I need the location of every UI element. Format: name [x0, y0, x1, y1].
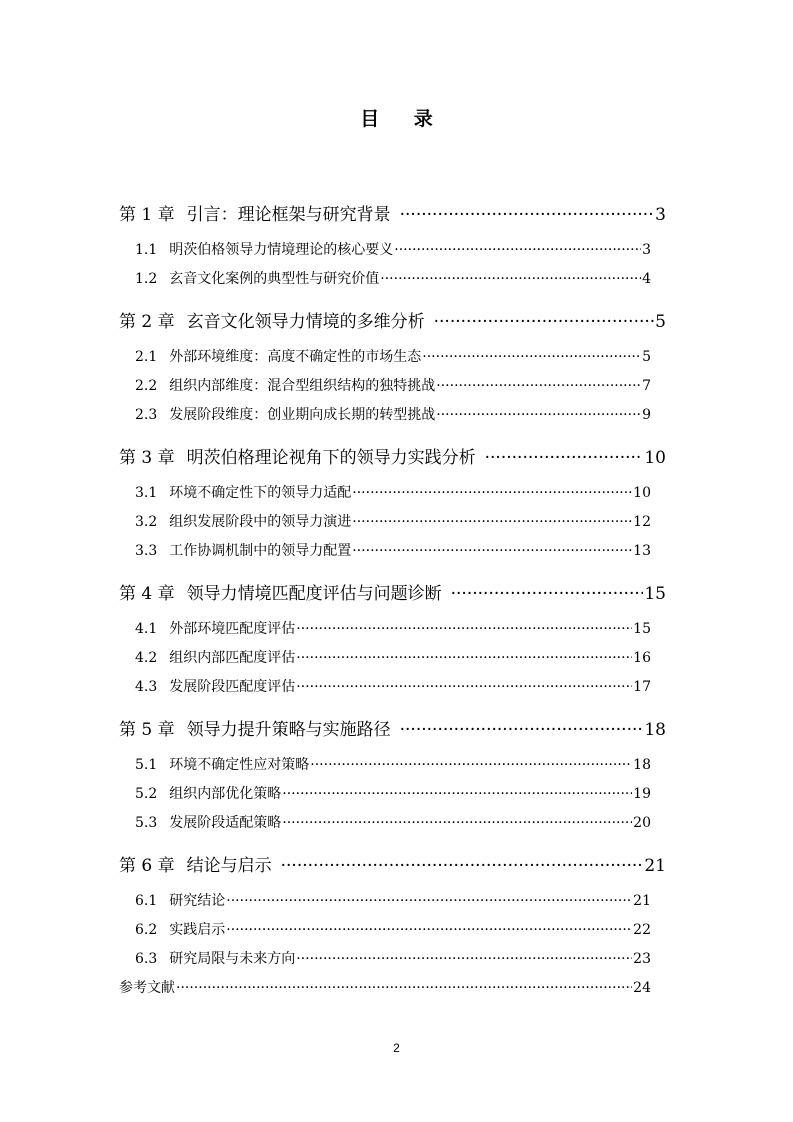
toc-entry-number: 第 2 章 — [119, 312, 175, 332]
toc-entry-number: 第 6 章 — [119, 856, 175, 876]
toc-entry-title: 环境不确定性应对策略 — [169, 757, 310, 773]
dot-leader — [400, 720, 644, 740]
toc-entry-page: 18 — [633, 757, 651, 773]
dot-leader — [296, 679, 632, 695]
toc-entry-title: 组织内部匹配度评估 — [169, 650, 296, 666]
toc-entry-page: 22 — [633, 922, 651, 938]
toc-entry-number: 第 3 章 — [119, 448, 175, 468]
toc-entry-page: 4 — [642, 271, 651, 287]
toc-entry-title: 明茨伯格理论视角下的领导力实践分析 — [186, 448, 476, 468]
dot-leader — [436, 378, 641, 394]
toc-entry-number: 2.1 — [135, 349, 158, 365]
dot-leader — [296, 650, 632, 666]
dot-leader — [380, 271, 641, 287]
toc-section-4-3[interactable] — [0, 676, 793, 700]
toc-entry-page: 5 — [655, 312, 666, 332]
toc-entry-title: 结论与启示 — [186, 856, 272, 876]
dot-leader — [434, 312, 655, 332]
toc-entry-page: 15 — [633, 621, 651, 637]
toc-entry-title: 外部环境匹配度评估 — [169, 621, 296, 637]
toc-entry-title: 研究结论 — [169, 893, 226, 909]
toc-entry-page: 16 — [633, 650, 651, 666]
toc-section-5-2[interactable] — [0, 783, 793, 807]
toc-entry-number: 5.3 — [135, 815, 158, 831]
dot-leader — [310, 757, 632, 773]
toc-entry-title: 工作协调机制中的领导力配置 — [169, 543, 352, 559]
toc-section-1-2[interactable] — [0, 268, 793, 292]
toc-entry-number: 1.2 — [135, 271, 158, 287]
toc-entry-number: 5.1 — [135, 757, 158, 773]
dot-leader — [352, 543, 632, 559]
toc-entry-title: 组织发展阶段中的领导力演进 — [169, 514, 352, 530]
toc-entry-page: 20 — [633, 815, 651, 831]
toc-entry-number: 第 4 章 — [119, 584, 175, 604]
toc-section-3-3[interactable] — [0, 540, 793, 564]
toc-chapter-5[interactable] — [0, 715, 793, 739]
toc-entry-number: 4.2 — [135, 650, 158, 666]
toc-entry-title: 发展阶段匹配度评估 — [169, 679, 296, 695]
toc-entry-page: 21 — [644, 856, 666, 876]
toc-chapter-1[interactable] — [0, 200, 793, 224]
toc-entry-page: 17 — [633, 679, 651, 695]
toc-entry-number: 4.3 — [135, 679, 158, 695]
toc-entry-title: 外部环境维度：高度不确定性的市场生态 — [169, 349, 422, 365]
toc-entry-title: 领导力提升策略与实施路径 — [186, 720, 391, 740]
toc-section-2-1[interactable] — [0, 346, 793, 370]
toc-entry-title: 玄音文化领导力情境的多维分析 — [186, 312, 425, 332]
dot-leader — [226, 922, 632, 938]
toc-section-2-2[interactable] — [0, 375, 793, 399]
toc-entry-number: 第 5 章 — [119, 720, 175, 740]
toc-entry-title: 组织内部优化策略 — [169, 786, 282, 802]
toc-entry-number: 3.1 — [135, 485, 158, 501]
dot-leader — [281, 856, 644, 876]
toc-entry-page: 3 — [655, 205, 666, 225]
toc-entry-page: 7 — [642, 378, 651, 394]
dot-leader — [400, 205, 655, 225]
toc-section-6-2[interactable] — [0, 919, 793, 943]
toc-entry-page: 15 — [644, 584, 666, 604]
toc-section-3-1[interactable] — [0, 482, 793, 506]
dot-leader — [296, 951, 632, 967]
toc-entry-number: 第 1 章 — [119, 205, 175, 225]
dot-leader — [226, 893, 632, 909]
dot-leader — [352, 514, 632, 530]
page-number: 2 — [393, 1041, 400, 1055]
toc-entry-page: 10 — [644, 448, 666, 468]
toc-title: 目 录 — [360, 108, 447, 130]
toc-entry-title: 发展阶段适配策略 — [169, 815, 282, 831]
toc-entry-number: 2.2 — [135, 378, 158, 394]
toc-entry-page: 18 — [644, 720, 666, 740]
toc-entry-number: 6.2 — [135, 922, 158, 938]
toc-entry-page: 13 — [633, 543, 651, 559]
toc-entry-number: 3.2 — [135, 514, 158, 530]
toc-references[interactable] — [0, 977, 793, 1001]
toc-entry-title: 环境不确定性下的领导力适配 — [169, 485, 352, 501]
dot-leader — [422, 349, 641, 365]
toc-entry-page: 10 — [633, 485, 651, 501]
dot-leader — [282, 786, 632, 802]
toc-entry-page: 5 — [642, 349, 651, 365]
toc-chapter-3[interactable] — [0, 443, 793, 467]
dot-leader — [451, 584, 644, 604]
toc-section-4-2[interactable] — [0, 647, 793, 671]
toc-section-3-2[interactable] — [0, 511, 793, 535]
toc-entry-number: 3.3 — [135, 543, 158, 559]
toc-entry-title: 参考文献 — [119, 980, 175, 996]
toc-chapter-2[interactable] — [0, 307, 793, 331]
dot-leader — [485, 448, 644, 468]
dot-leader — [436, 407, 641, 423]
toc-entry-number: 5.2 — [135, 786, 158, 802]
toc-entry-title: 发展阶段维度：创业期向成长期的转型挑战 — [169, 407, 436, 423]
toc-entry-page: 3 — [642, 242, 651, 258]
dot-leader — [394, 242, 641, 258]
toc-entry-title: 领导力情境匹配度评估与问题诊断 — [186, 584, 442, 604]
toc-entry-page: 12 — [633, 514, 651, 530]
toc-section-6-1[interactable] — [0, 890, 793, 914]
toc-entry-title: 实践启示 — [169, 922, 226, 938]
toc-section-4-1[interactable] — [0, 618, 793, 642]
toc-chapter-4[interactable] — [0, 579, 793, 603]
toc-entry-title: 明茨伯格领导力情境理论的核心要义 — [169, 242, 394, 258]
toc-section-2-3[interactable] — [0, 404, 793, 428]
toc-entry-number: 1.1 — [135, 242, 158, 258]
toc-chapter-6[interactable] — [0, 851, 793, 875]
toc-entry-title: 组织内部维度：混合型组织结构的独特挑战 — [169, 378, 436, 394]
dot-leader — [296, 621, 632, 637]
dot-leader — [352, 485, 632, 501]
toc-entry-number: 6.3 — [135, 951, 158, 967]
toc-entry-title: 引言：理论框架与研究背景 — [186, 205, 391, 225]
toc-section-1-1[interactable] — [0, 239, 793, 263]
toc-entry-page: 23 — [633, 951, 651, 967]
dot-leader — [176, 980, 632, 996]
dot-leader — [282, 815, 632, 831]
toc-entry-title: 玄音文化案例的典型性与研究价值 — [169, 271, 380, 287]
toc-entry-page: 19 — [633, 786, 651, 802]
toc-entry-number: 6.1 — [135, 893, 158, 909]
toc-entry-page: 9 — [642, 407, 651, 423]
toc-entry-title: 研究局限与未来方向 — [169, 951, 296, 967]
toc-section-6-3[interactable] — [0, 948, 793, 972]
toc-section-5-1[interactable] — [0, 754, 793, 778]
toc-section-5-3[interactable] — [0, 812, 793, 836]
toc-entry-page: 24 — [633, 980, 651, 996]
toc-entry-number: 4.1 — [135, 621, 158, 637]
toc-entry-page: 21 — [633, 893, 651, 909]
toc-entry-number: 2.3 — [135, 407, 158, 423]
